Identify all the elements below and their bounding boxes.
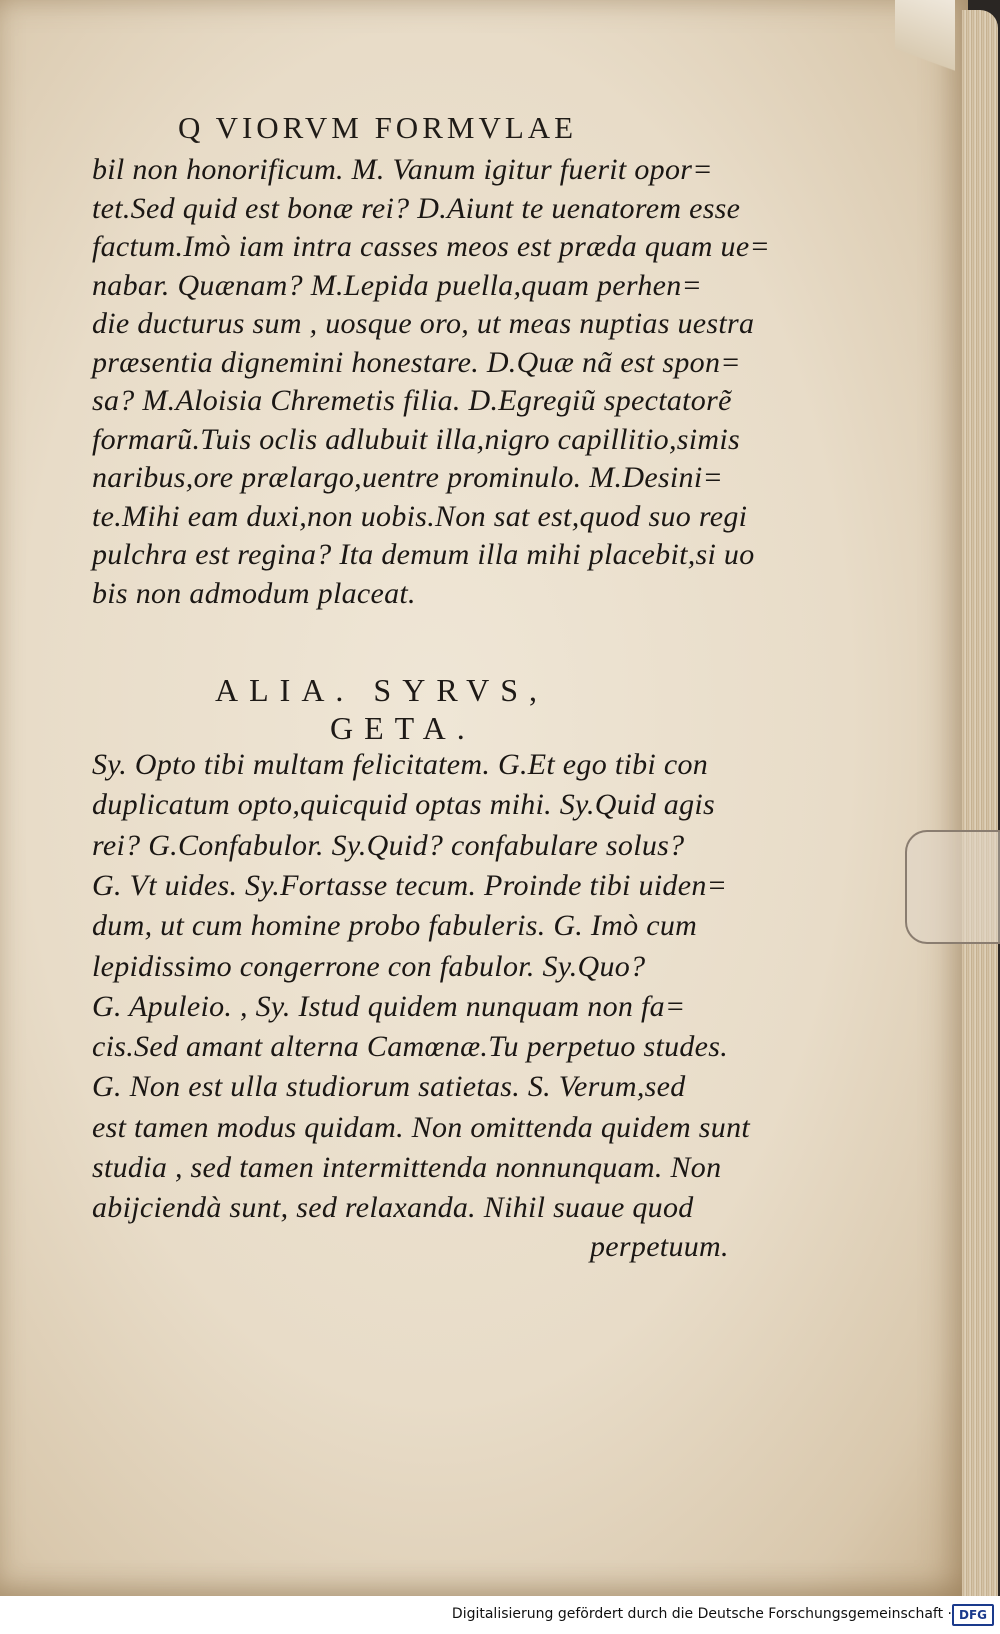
text-line: die ducturus sum , uosque oro, ut meas nuptias uestra [92,307,755,340]
text-line: G. Non est ulla studiorum satietas. S. Verum,sed [92,1070,686,1104]
text-line: tet.Sed quid est bonæ rei? D.Aiunt te uenatorem esse [92,191,741,225]
text-line: dum, ut cum homine probo fabuleris. G. Imò cum [92,909,698,943]
dfg-logo: DFG [952,1604,994,1626]
book-clip [905,830,1000,944]
page-edges [962,10,998,1596]
text-line: factum.Imò iam intra casses meos est præda quam ue= [92,230,770,263]
text-line: duplicatum opto,quicquid optas mihi. Sy.Quid agis [92,788,716,822]
text-line: bis non admodum placeat. [92,576,416,610]
text-line: præsentia dignemini honestare. D.Quæ nã est spon= [92,345,741,379]
text-line: G. Vt uides. Sy.Fortasse tecum. Proinde tibi uiden= [92,868,728,902]
text-line: lepidissimo congerrone con fabulor. Sy.Quo? [92,949,646,983]
text-line: cis.Sed amant alterna Camœnæ.Tu perpetuo studes. [92,1030,729,1064]
text-line: bil non honorificum. M. Vanum igitur fuerit opor= [92,153,713,186]
funding-credit: Digitalisierung gefördert durch die Deutsche Forschungsgemeinschaft · [451,1606,952,1622]
digitization-footer [0,1596,1000,1634]
text-line: naribus,ore prælargo,uentre prominulo. M.Desini= [92,461,724,494]
text-line: Sy. Opto tibi multam felicitatem. G.Et ego tibi con [92,748,709,781]
text-line: est tamen modus quidam. Non omittenda quidem sunt [92,1110,751,1144]
final-line: perpetuum. [590,1230,729,1263]
text-line: pulchra est regina? Ita demum illa mihi placebit,si uo [92,538,755,571]
text-line: studia , sed tamen intermittenda nonnunquam. Non [92,1151,722,1184]
text-line: nabar. Quænam? M.Lepida puella,quam perhen= [92,268,703,302]
text-line: sa? M.Aloisia Chremetis filia. D.Egregiũ spectatorẽ [92,384,732,417]
running-head: Q VIORVM FORMVLAE [178,110,578,145]
text-line: abijciendà sunt, sed relaxanda. Nihil suaue quod [92,1191,694,1225]
text-line: G. Apuleio. , Sy. Istud quidem nunquam non fa= [92,989,686,1023]
folded-corner [895,0,955,95]
text-line: rei? G.Confabulor. Sy.Quid? confabulare solus? [92,828,685,862]
text-line: te.Mihi eam duxi,non uobis.Non sat est,quod suo regi [92,499,748,533]
section-heading-line-2: GETA. [330,710,476,746]
text-line: formarũ.Tuis oclis adlubuit illa,nigro capillitio,simis [92,422,740,456]
section-heading-line-1: ALIA. SYRVS, [215,672,549,708]
